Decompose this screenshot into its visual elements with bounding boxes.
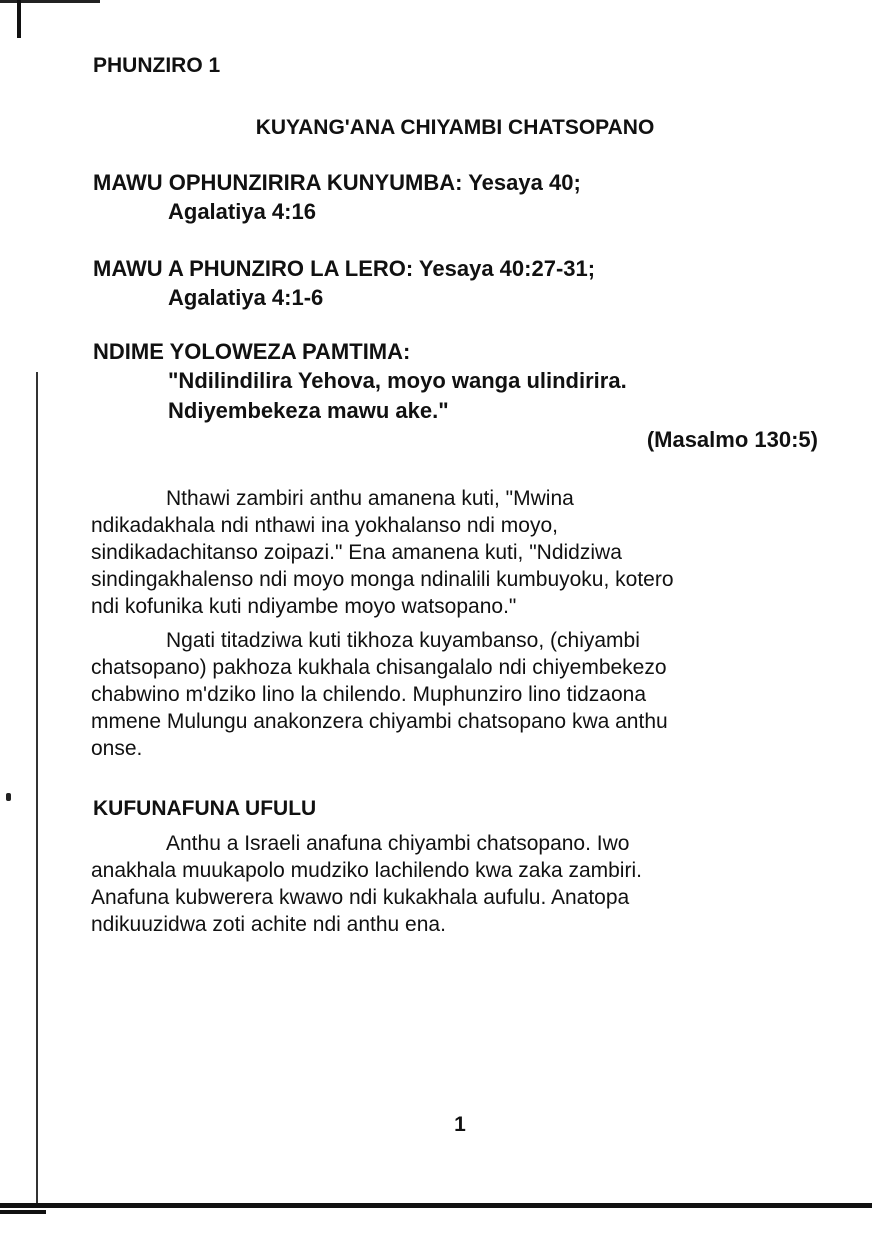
memory-verse-line-2: Ndiyembekeza mawu ake." (168, 398, 449, 423)
paragraph-line: sindikadachitanso zoipazi." Ena amanena kuti, "Ndidziwa (91, 541, 622, 564)
lesson-title: KUYANG'ANA CHIYAMBI CHATSOPANO (255, 116, 655, 139)
today-reading-label: MAWU A PHUNZIRO LA LERO: (93, 256, 414, 281)
scan-edge-mark (0, 0, 100, 3)
memory-verse-reference: (Masalmo 130:5) (646, 427, 818, 452)
home-reading-ref-1: Yesaya 40; (468, 170, 581, 195)
memory-verse-label: NDIME YOLOWEZA PAMTIMA: (93, 339, 411, 364)
paragraph-line: Ngati titadziwa kuti tikhoza kuyambanso, (chiyambi (166, 629, 640, 652)
memory-verse-line-1: "Ndilindilira Yehova, moyo wanga ulindirira. (168, 368, 627, 393)
home-reading-section (93, 168, 581, 226)
paragraph-line: Anafuna kubwerera kwawo ndi kukakhala aufulu. Anatopa (91, 886, 630, 909)
page-bottom-edge-shadow (0, 1210, 46, 1214)
binding-shadow-line (36, 372, 38, 1208)
paragraph-line: chabwino m'dziko lino la chilendo. Muphunziro lino tidzaona (91, 683, 647, 706)
paragraph-line: ndi kofunika kuti ndiyambe moyo watsopano." (91, 595, 517, 618)
today-reading-section (93, 254, 595, 312)
paragraph-line: anakhala muukapolo mudziko lachilendo kwa zaka zambiri. (91, 859, 642, 882)
home-reading-ref-2: Agalatiya 4:16 (168, 199, 316, 224)
today-reading-ref-2: Agalatiya 4:1-6 (168, 285, 324, 310)
lesson-label: PHUNZIRO 1 (93, 54, 221, 77)
memory-verse-section (93, 337, 627, 426)
paragraph-line: Anthu a Israeli anafuna chiyambi chatsopano. Iwo (166, 832, 630, 855)
scan-corner-tick (17, 0, 21, 38)
paragraph-line: Nthawi zambiri anthu amanena kuti, "Mwina (166, 487, 574, 510)
paragraph-line: onse. (91, 737, 143, 760)
paragraph-line: sindingakhalenso ndi moyo monga ndinalili kumbuyoku, kotero (91, 568, 674, 591)
paragraph-new-beginning (91, 627, 668, 762)
scan-speck (6, 793, 11, 801)
today-reading-ref-1: Yesaya 40:27-31; (418, 256, 596, 281)
paragraph-israel (91, 830, 642, 938)
page-bottom-edge (0, 1203, 872, 1208)
paragraph-line: ndikadakhala ndi nthawi ina yokhalanso ndi moyo, (91, 514, 558, 537)
paragraph-line: chatsopano) pakhoza kukhala chisangalalo ndi chiyembekezo (91, 656, 667, 679)
paragraph-intro (91, 485, 674, 620)
section-subheading: KUFUNAFUNA UFULU (93, 797, 317, 820)
paragraph-line: mmene Mulungu anakonzera chiyambi chatsopano kwa anthu (91, 710, 668, 733)
page-number: 1 (454, 1113, 466, 1136)
paragraph-line: ndikuuzidwa zoti achite ndi anthu ena. (91, 913, 446, 936)
home-reading-label: MAWU OPHUNZIRIRA KUNYUMBA: (93, 170, 463, 195)
